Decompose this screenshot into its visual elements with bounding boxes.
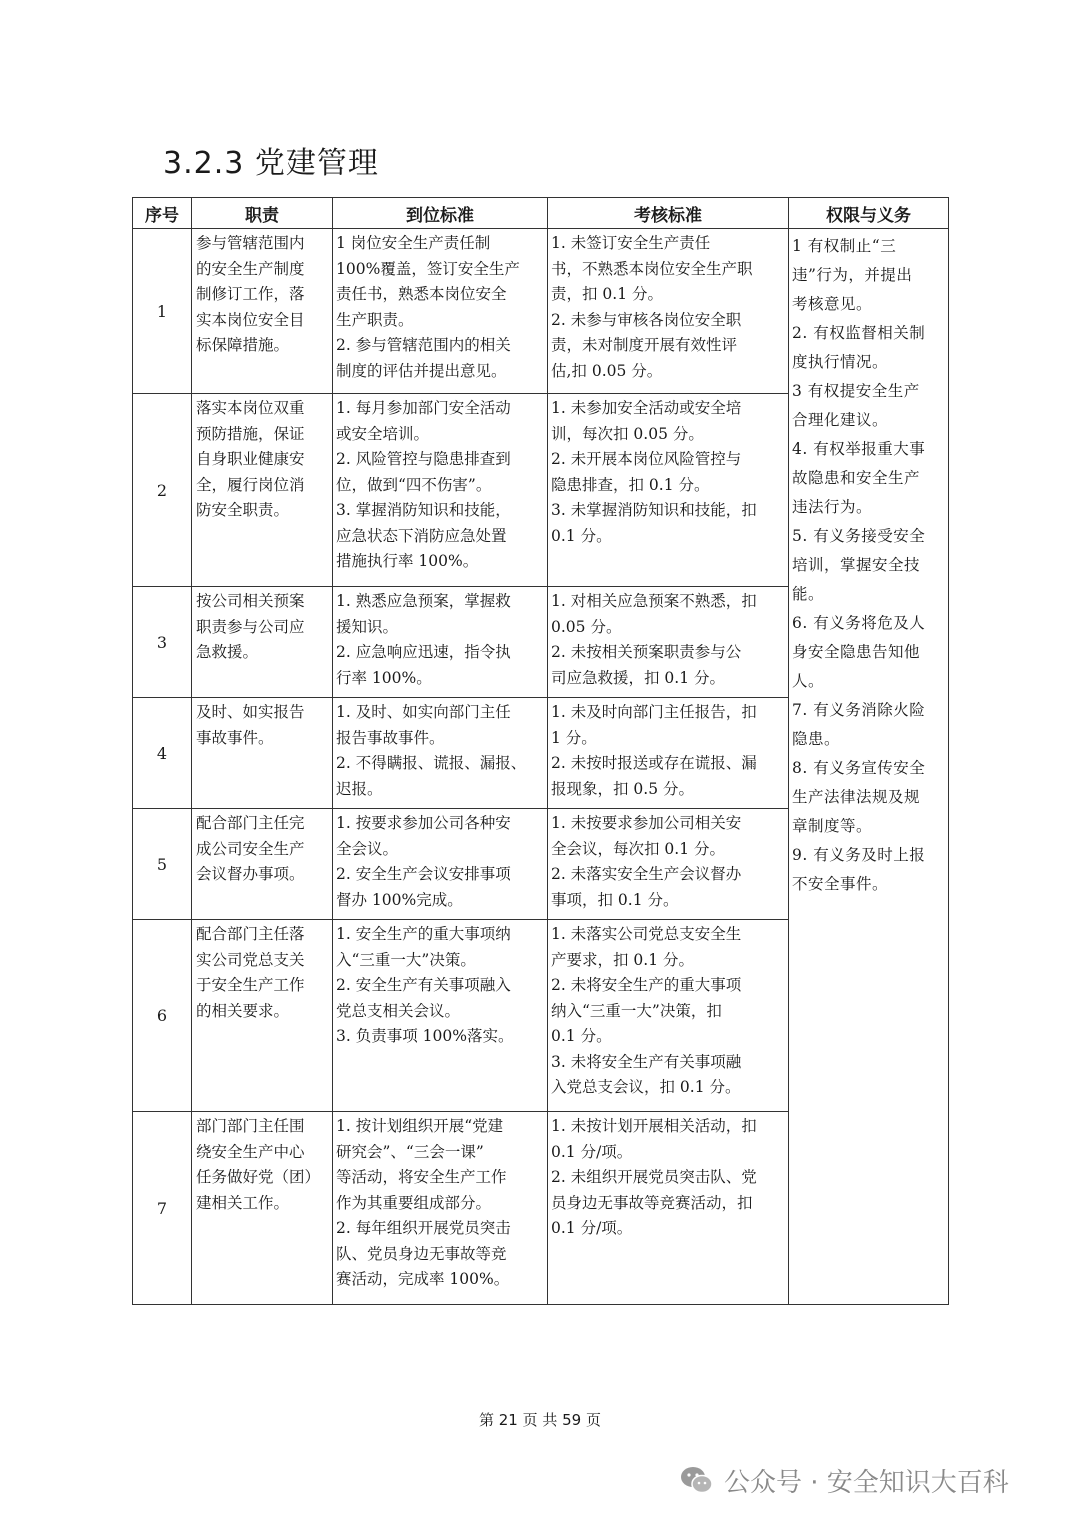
header-standard: 到位标准	[333, 198, 548, 229]
standard-line: 3. 掌握消防知识和技能，	[336, 501, 511, 519]
standard-line: 应急状态下消防应急处置	[336, 526, 507, 545]
duty-line: 的相关要求。	[196, 1001, 290, 1020]
rights-cell	[789, 229, 949, 1305]
table-row	[133, 229, 949, 394]
header-number: 序号	[133, 198, 192, 229]
standard-line: 措施执行率 100%。	[336, 552, 479, 570]
duty-line: 职责参与公司应	[196, 617, 305, 636]
standard-line: 队、党员身边无事故等竞	[336, 1244, 507, 1263]
duty-line: 实公司党总支关	[196, 950, 305, 969]
assessment-line: 3. 未掌握消防知识和技能，扣	[551, 501, 757, 519]
rights-line: 考核意见。	[792, 295, 873, 313]
duty-line: 预防措施，保证	[196, 424, 305, 443]
standard-line: 报告事故事件。	[336, 728, 445, 747]
rights-line: 7. 有义务消除火险	[792, 701, 926, 719]
duty-line: 实本岗位安全目	[196, 310, 305, 329]
rights-line: 生产法律法规及规	[792, 788, 921, 806]
duty-cell	[192, 698, 333, 809]
assessment-line: 训，每次扣 0.05 分。	[551, 424, 704, 443]
table-header-row	[133, 198, 949, 229]
duty-line: 全，履行岗位消	[196, 475, 305, 494]
assessment-line: 估,扣 0.05 分。	[551, 361, 663, 380]
standard-line: 全会议。	[336, 839, 399, 858]
header-assessment: 考核标准	[548, 198, 789, 229]
standard-line: 1. 按要求参加公司各种安	[336, 814, 511, 832]
duty-line: 配合部门主任落	[196, 925, 305, 943]
standard-line: 赛活动，完成率 100%。	[336, 1270, 510, 1288]
standard-line: 3. 负责事项 100%落实。	[336, 1027, 514, 1045]
rights-line: 6. 有义务将危及人	[792, 614, 926, 632]
assessment-line: 1. 未及时向部门主任报告，扣	[551, 703, 757, 721]
assessment-line: 0.1 分。	[551, 526, 612, 545]
assessment-line: 2. 未组织开展党员突击队、党	[551, 1168, 757, 1186]
assessment-line: 1 分。	[551, 728, 597, 747]
row-number: 5	[133, 809, 192, 920]
standard-line: 援知识。	[336, 617, 399, 636]
duty-line: 事故事件。	[196, 728, 274, 747]
assessment-line: 2. 未参与审核各岗位安全职	[551, 310, 742, 329]
assessment-cell	[548, 587, 789, 698]
assessment-line: 事项，扣 0.1 分。	[551, 890, 679, 909]
rights-line: 能。	[792, 585, 825, 603]
standard-line: 2. 不得瞒报、谎报、漏报、	[336, 754, 527, 772]
standard-line: 党总支相关会议。	[336, 1001, 461, 1020]
assessment-line: 责，扣 0.1 分。	[551, 285, 664, 303]
standard-cell	[333, 809, 548, 920]
duty-line: 成公司安全生产	[196, 839, 305, 858]
watermark	[680, 1460, 1009, 1500]
table-body	[133, 229, 949, 1305]
assessment-line: 产要求，扣 0.1 分。	[551, 950, 695, 969]
assessment-cell	[548, 394, 789, 587]
rights-line: 9. 有义务及时上报	[792, 846, 926, 864]
assessment-line: 0.05 分。	[551, 617, 622, 636]
rights-line: 5. 有义务接受安全	[792, 527, 926, 545]
standard-line: 作为其重要组成部分。	[336, 1193, 492, 1212]
responsibility-table	[132, 197, 949, 1305]
assessment-line: 2. 未将安全生产的重大事项	[551, 976, 742, 994]
assessment-cell	[548, 229, 789, 394]
duty-line: 及时、如实报告	[196, 703, 305, 721]
assessment-line: 1. 未按计划开展相关活动，扣	[551, 1117, 757, 1135]
rights-line: 故隐患和安全生产	[792, 469, 921, 487]
duty-cell	[192, 809, 333, 920]
header-rights: 权限与义务	[789, 198, 949, 229]
row-number: 3	[133, 587, 192, 698]
header-duty: 职责	[192, 198, 333, 229]
standard-cell	[333, 587, 548, 698]
standard-line: 2. 参与管辖范围内的相关	[336, 336, 511, 354]
standard-line: 1 岗位安全生产责任制	[336, 234, 491, 252]
assessment-cell	[548, 809, 789, 920]
assessment-line: 1. 对相关应急预案不熟悉，扣	[551, 592, 757, 610]
standard-line: 2. 风险管控与隐患排查到	[336, 450, 511, 468]
duty-line: 的安全生产制度	[196, 259, 305, 278]
standard-line: 100%覆盖，签订安全生产	[336, 259, 520, 278]
assessment-line: 2. 未按相关预案职责参与公	[551, 643, 742, 661]
duty-line: 自身职业健康安	[196, 450, 305, 468]
rights-line: 身安全隐患告知他	[792, 643, 921, 661]
standard-line: 2. 每年组织开展党员突击	[336, 1219, 511, 1237]
assessment-line: 1. 未参加安全活动或安全培	[551, 399, 742, 417]
assessment-line: 员身边无事故等竞赛活动，扣	[551, 1193, 753, 1212]
standard-line: 入“三重一大”决策。	[336, 950, 476, 969]
assessment-line: 司应急救援，扣 0.1 分。	[551, 668, 726, 687]
page-number: 第 21 页 共 59 页	[478, 1411, 601, 1429]
duty-cell	[192, 394, 333, 587]
rights-line: 1 有权制止“三	[792, 237, 897, 255]
rights-line: 合理化建议。	[792, 411, 889, 429]
duty-cell	[192, 587, 333, 698]
standard-line: 责任书，熟悉本岗位安全	[336, 285, 507, 303]
rights-line: 章制度等。	[792, 817, 873, 835]
assessment-line: 1. 未按要求参加公司相关安	[551, 814, 742, 832]
rights-line: 度执行情况。	[792, 353, 889, 371]
duty-line: 急救援。	[196, 643, 259, 661]
assessment-line: 0.1 分/项。	[551, 1219, 633, 1237]
standard-line: 督办 100%完成。	[336, 890, 463, 909]
standard-line: 行率 100%。	[336, 668, 432, 687]
duty-line: 任务做好党（团）	[196, 1168, 321, 1186]
rights-line: 2. 有权监督相关制	[792, 324, 926, 342]
standard-cell	[333, 1112, 548, 1305]
assessment-line: 入党总支会议，扣 0.1 分。	[551, 1078, 741, 1096]
standard-line: 等活动，将安全生产工作	[336, 1168, 507, 1186]
row-number: 2	[133, 394, 192, 587]
duty-cell	[192, 1112, 333, 1305]
duty-cell	[192, 229, 333, 394]
standard-cell	[333, 920, 548, 1112]
standard-line: 1. 熟悉应急预案，掌握救	[336, 592, 511, 610]
standard-line: 1. 安全生产的重大事项纳	[336, 925, 511, 943]
duty-line: 绕安全生产中心	[196, 1142, 305, 1161]
assessment-cell	[548, 698, 789, 809]
assessment-line: 隐患排查，扣 0.1 分。	[551, 475, 710, 494]
assessment-line: 2. 未开展本岗位风险管控与	[551, 450, 742, 468]
standard-line: 1. 按计划组织开展“党建	[336, 1117, 504, 1135]
duty-line: 部门部门主任围	[196, 1117, 305, 1135]
standard-cell	[333, 698, 548, 809]
duty-line: 标保障措施。	[196, 336, 290, 354]
standard-line: 2. 应急响应迅速，指令执	[336, 643, 511, 661]
rights-line: 4. 有权举报重大事	[792, 440, 926, 458]
rights-line: 隐患。	[792, 730, 841, 748]
standard-line: 2. 安全生产有关事项融入	[336, 976, 511, 994]
rights-line: 8. 有义务宣传安全	[792, 759, 926, 777]
standard-line: 2. 安全生产会议安排事项	[336, 865, 511, 883]
assessment-cell	[548, 1112, 789, 1305]
rights-line: 违”行为，并提出	[792, 266, 913, 284]
standard-line: 1. 及时、如实向部门主任	[336, 703, 511, 721]
duty-line: 制修订工作，落	[196, 285, 305, 303]
assessment-line: 2. 未落实安全生产会议督办	[551, 865, 742, 883]
standard-line: 位，做到“四不伤害”。	[336, 475, 492, 494]
section-title: 3.2.3 党建管理	[163, 146, 379, 181]
assessment-line: 3. 未将安全生产有关事项融	[551, 1052, 742, 1071]
rights-line: 人。	[792, 672, 825, 690]
assessment-cell	[548, 920, 789, 1112]
rights-line: 培训，掌握安全技	[792, 556, 921, 574]
wechat-icon	[680, 1465, 714, 1495]
standard-line: 迟报。	[336, 779, 383, 798]
row-number: 7	[133, 1112, 192, 1305]
assessment-line: 纳入“三重一大”决策，扣	[551, 1001, 722, 1020]
rights-line: 违法行为。	[792, 498, 873, 516]
duty-line: 按公司相关预案	[196, 592, 305, 610]
standard-cell	[333, 394, 548, 587]
assessment-line: 0.1 分。	[551, 1027, 612, 1045]
assessment-line: 全会议，每次扣 0.1 分。	[551, 839, 726, 858]
assessment-line: 报现象，扣 0.5 分。	[551, 779, 695, 798]
assessment-line: 书，不熟悉本岗位安全生产职	[551, 259, 753, 278]
duty-line: 落实本岗位双重	[196, 399, 305, 417]
assessment-line: 责，未对制度开展有效性评	[551, 336, 738, 354]
standard-line: 制度的评估并提出意见。	[336, 361, 507, 380]
standard-line: 生产职责。	[336, 310, 414, 329]
rights-line: 不安全事件。	[792, 875, 889, 893]
duty-line: 配合部门主任完	[196, 814, 305, 832]
assessment-line: 1. 未签订安全生产责任	[551, 234, 711, 252]
row-number: 1	[133, 229, 192, 394]
duty-line: 防安全职责。	[196, 501, 290, 519]
duty-line: 参与管辖范围内	[196, 234, 305, 252]
assessment-line: 1. 未落实公司党总支安全生	[551, 925, 742, 943]
duty-line: 建相关工作。	[196, 1193, 290, 1212]
assessment-line: 2. 未按时报送或存在谎报、漏	[551, 754, 757, 772]
rights-line: 3 有权提安全生产	[792, 382, 920, 400]
watermark-text: 公众号 · 安全知识大百科	[724, 1467, 1009, 1498]
row-number: 4	[133, 698, 192, 809]
duty-cell	[192, 920, 333, 1112]
duty-line: 于安全生产工作	[196, 976, 305, 994]
standard-line: 1. 每月参加部门安全活动	[336, 399, 511, 417]
assessment-line: 0.1 分/项。	[551, 1142, 633, 1161]
standard-line: 研究会”、“三会一课”	[336, 1142, 484, 1161]
duty-line: 会议督办事项。	[196, 865, 305, 883]
row-number: 6	[133, 920, 192, 1112]
standard-cell	[333, 229, 548, 394]
standard-line: 或安全培训。	[336, 424, 430, 443]
